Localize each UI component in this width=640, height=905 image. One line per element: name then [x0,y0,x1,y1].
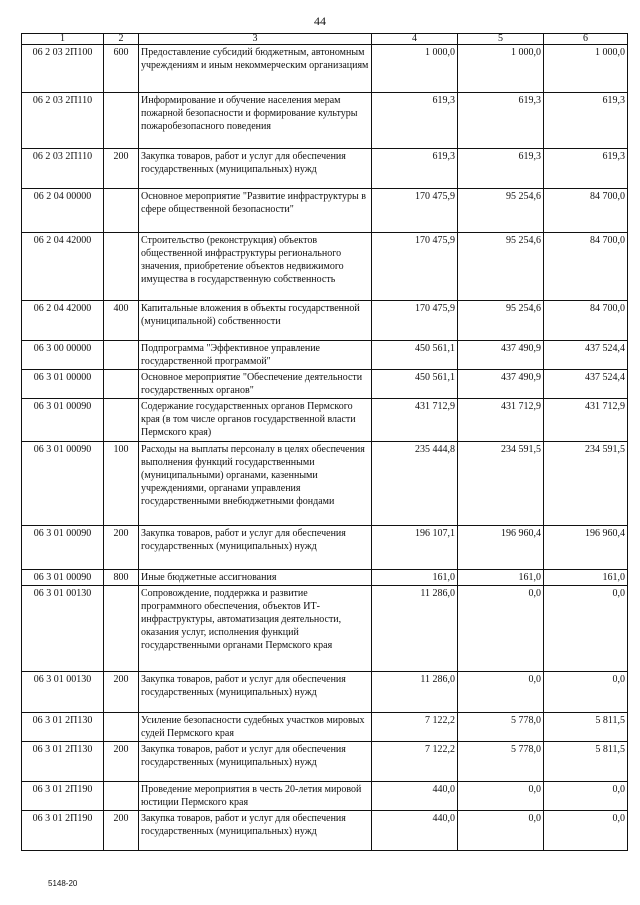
row-value-2: 437 490,9 [458,341,544,370]
row-expense-type: 800 [104,570,139,586]
row-expense-type [104,370,139,399]
row-value-3: 431 712,9 [544,399,628,442]
row-name: Закупка товаров, работ и услуг для обеспечения государственных (муниципальных) нужд [139,149,372,189]
row-value-1: 440,0 [372,782,458,811]
row-code: 06 2 03 2П100 [22,45,104,93]
row-value-1: 170 475,9 [372,189,458,233]
row-name: Капитальные вложения в объекты государственной (муниципальной) собственности [139,301,372,341]
table-row [22,782,628,811]
row-code: 06 3 00 00000 [22,341,104,370]
row-value-3: 84 700,0 [544,189,628,233]
row-name: Иные бюджетные ассигнования [139,570,372,586]
row-value-1: 450 561,1 [372,370,458,399]
budget-table [21,33,628,851]
table-row [22,442,628,526]
row-name: Строительство (реконструкция) объектов общественной инфраструктуры регионального значения, приобретение объектов недвижимого имущества в государственную собственность [139,233,372,301]
row-value-3: 234 591,5 [544,442,628,526]
row-name: Закупка товаров, работ и услуг для обеспечения государственных (муниципальных) нужд [139,811,372,851]
row-value-1: 440,0 [372,811,458,851]
row-value-3: 196 960,4 [544,526,628,570]
col-header-2: 2 [104,34,139,45]
col-header-1: 1 [22,34,104,45]
table-row [22,233,628,301]
row-code: 06 2 03 2П110 [22,93,104,149]
col-header-3: 3 [139,34,372,45]
row-value-2: 95 254,6 [458,301,544,341]
row-value-1: 161,0 [372,570,458,586]
row-expense-type [104,782,139,811]
row-value-2: 234 591,5 [458,442,544,526]
row-expense-type: 200 [104,526,139,570]
row-code: 06 2 04 00000 [22,189,104,233]
row-value-2: 161,0 [458,570,544,586]
row-expense-type [104,233,139,301]
row-name: Основное мероприятие "Обеспечение деятельности государственных органов" [139,370,372,399]
row-code: 06 2 04 42000 [22,233,104,301]
row-value-1: 196 107,1 [372,526,458,570]
table-row [22,672,628,713]
row-name: Расходы на выплаты персоналу в целях обеспечения выполнения функций государственными (муниципальными) органами, казенными учреждениями, органами управления государственными внебюджетными фондами [139,442,372,526]
row-value-3: 84 700,0 [544,301,628,341]
row-code: 06 3 01 00090 [22,570,104,586]
row-value-2: 437 490,9 [458,370,544,399]
row-value-1: 619,3 [372,149,458,189]
row-name: Закупка товаров, работ и услуг для обеспечения государственных (муниципальных) нужд [139,742,372,782]
row-name: Проведение мероприятия в честь 20-летия мировой юстиции Пермского края [139,782,372,811]
row-value-3: 619,3 [544,149,628,189]
row-name: Предоставление субсидий бюджетным, автономным учреждениям и иным некоммерческим организациям [139,45,372,93]
row-expense-type [104,93,139,149]
row-value-3: 0,0 [544,782,628,811]
row-expense-type: 400 [104,301,139,341]
table-row [22,189,628,233]
row-value-3: 437 524,4 [544,370,628,399]
row-value-3: 0,0 [544,672,628,713]
col-header-5: 5 [458,34,544,45]
row-value-1: 1 000,0 [372,45,458,93]
row-value-2: 95 254,6 [458,189,544,233]
row-code: 06 3 01 00000 [22,370,104,399]
row-value-3: 1 000,0 [544,45,628,93]
row-value-2: 5 778,0 [458,742,544,782]
row-value-1: 7 122,2 [372,713,458,742]
row-value-3: 161,0 [544,570,628,586]
row-expense-type: 600 [104,45,139,93]
row-value-1: 431 712,9 [372,399,458,442]
row-value-2: 1 000,0 [458,45,544,93]
table-row [22,370,628,399]
table-row [22,526,628,570]
row-value-3: 437 524,4 [544,341,628,370]
row-expense-type [104,399,139,442]
row-value-1: 619,3 [372,93,458,149]
row-name: Закупка товаров, работ и услуг для обеспечения государственных (муниципальных) нужд [139,672,372,713]
row-code: 06 3 01 00090 [22,526,104,570]
row-value-3: 0,0 [544,811,628,851]
row-name: Основное мероприятие "Развитие инфраструктуры в сфере общественной безопасности" [139,189,372,233]
row-expense-type [104,189,139,233]
table-row [22,399,628,442]
row-value-2: 619,3 [458,93,544,149]
table-row [22,341,628,370]
row-code: 06 2 03 2П110 [22,149,104,189]
row-value-2: 0,0 [458,672,544,713]
col-header-4: 4 [372,34,458,45]
row-name: Содержание государственных органов Пермского края (в том числе органов государственной власти Пермского края) [139,399,372,442]
row-code: 06 3 01 00130 [22,586,104,672]
col-header-6: 6 [544,34,628,45]
row-value-1: 11 286,0 [372,672,458,713]
row-value-1: 235 444,8 [372,442,458,526]
footer-document-code: 5148-20 [48,879,78,888]
row-expense-type [104,713,139,742]
row-expense-type [104,341,139,370]
row-code: 06 3 01 2П130 [22,742,104,782]
row-code: 06 3 01 2П190 [22,811,104,851]
row-value-1: 11 286,0 [372,586,458,672]
row-name: Информирование и обучение населения мерам пожарной безопасности и формирование культуры пожаробезопасного поведения [139,93,372,149]
row-value-2: 196 960,4 [458,526,544,570]
row-value-1: 170 475,9 [372,233,458,301]
table-row [22,149,628,189]
row-value-2: 95 254,6 [458,233,544,301]
row-code: 06 3 01 00130 [22,672,104,713]
row-code: 06 3 01 2П190 [22,782,104,811]
table-header-row [22,34,628,45]
table-row [22,742,628,782]
row-expense-type: 200 [104,149,139,189]
page-number: 44 [314,14,326,28]
row-expense-type: 200 [104,742,139,782]
row-expense-type: 200 [104,811,139,851]
row-value-2: 5 778,0 [458,713,544,742]
table-row [22,45,628,93]
table-row [22,811,628,851]
row-code: 06 3 01 00090 [22,399,104,442]
table-row [22,301,628,341]
table-row [22,586,628,672]
row-expense-type [104,586,139,672]
row-value-2: 0,0 [458,782,544,811]
row-value-3: 619,3 [544,93,628,149]
table-row [22,713,628,742]
row-value-3: 0,0 [544,586,628,672]
table-row [22,570,628,586]
table-row [22,93,628,149]
row-expense-type: 100 [104,442,139,526]
row-code: 06 3 01 2П130 [22,713,104,742]
row-code: 06 3 01 00090 [22,442,104,526]
row-value-2: 431 712,9 [458,399,544,442]
row-code: 06 2 04 42000 [22,301,104,341]
row-name: Усиление безопасности судебных участков мировых судей Пермского края [139,713,372,742]
row-value-3: 5 811,5 [544,713,628,742]
row-value-1: 7 122,2 [372,742,458,782]
row-value-2: 0,0 [458,811,544,851]
row-value-3: 84 700,0 [544,233,628,301]
row-name: Сопровождение, поддержка и развитие программного обеспечения, объектов ИТ-инфраструктуры, автоматизация деятельности, оказания услуг, исполнения функций государственными органами Пермского края [139,586,372,672]
row-value-2: 0,0 [458,586,544,672]
row-value-1: 170 475,9 [372,301,458,341]
row-value-1: 450 561,1 [372,341,458,370]
row-name: Подпрограмма "Эффективное управление государственной программой" [139,341,372,370]
row-expense-type: 200 [104,672,139,713]
row-value-3: 5 811,5 [544,742,628,782]
row-value-2: 619,3 [458,149,544,189]
row-name: Закупка товаров, работ и услуг для обеспечения государственных (муниципальных) нужд [139,526,372,570]
